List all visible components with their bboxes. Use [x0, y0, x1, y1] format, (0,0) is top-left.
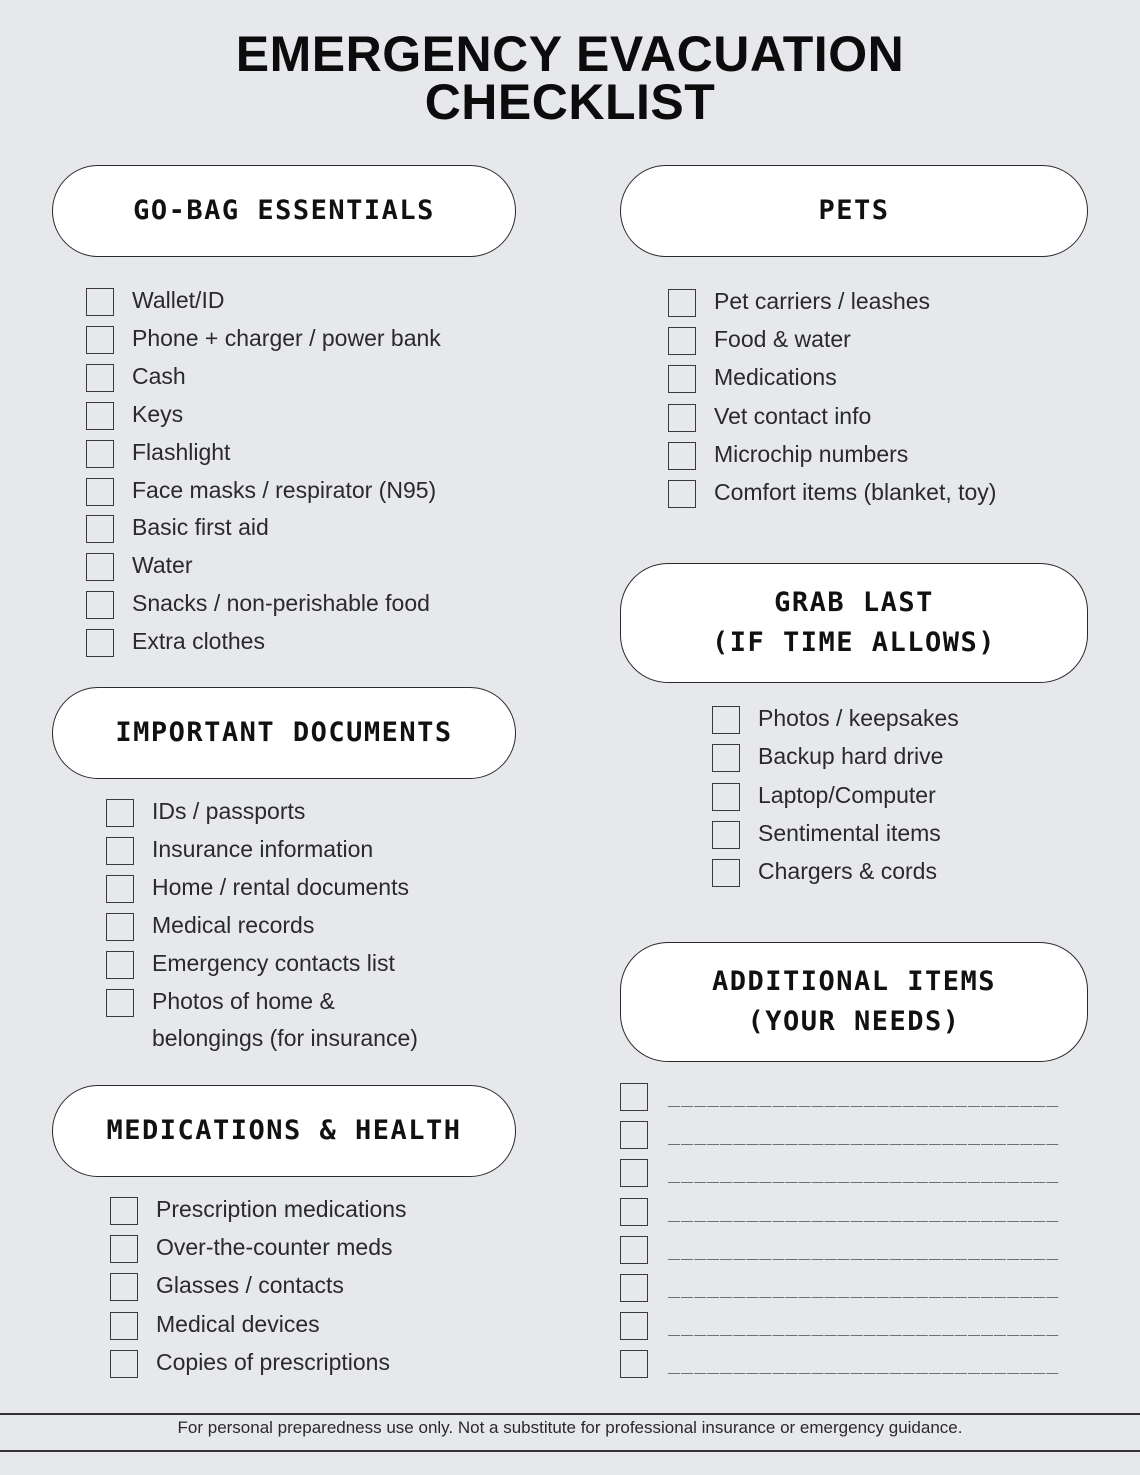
- checklist-item-label: Keys: [132, 400, 184, 427]
- blank-checklist-item: [620, 1312, 1088, 1346]
- checkbox[interactable]: [110, 1235, 138, 1263]
- checklist-item: [86, 438, 516, 472]
- checkbox[interactable]: [712, 821, 740, 849]
- write-in-line[interactable]: ______________________________: [668, 1083, 1060, 1107]
- write-in-line[interactable]: ______________________________: [668, 1121, 1060, 1146]
- checklist-item: [86, 513, 516, 547]
- title-line-2: CHECKLIST: [424, 74, 716, 130]
- checkbox[interactable]: [712, 706, 740, 734]
- checkbox[interactable]: [106, 837, 134, 865]
- checklist-item: [86, 324, 516, 358]
- checklist-item: [668, 325, 1088, 359]
- checklist-item: [110, 1310, 516, 1344]
- checklist-item: [110, 1271, 516, 1305]
- checklist-item: [106, 835, 516, 869]
- checklist-item: [712, 819, 1088, 853]
- blank-checklist-item: [620, 1350, 1088, 1384]
- write-in-line[interactable]: ______________________________: [668, 1274, 1060, 1298]
- checkbox[interactable]: [620, 1350, 648, 1378]
- checklist-item-label: Emergency contacts list: [152, 950, 395, 976]
- checkbox[interactable]: [106, 799, 134, 827]
- blank-checklist-item: [620, 1198, 1088, 1232]
- write-in-line[interactable]: ______________________________: [668, 1159, 1060, 1184]
- checkbox[interactable]: [668, 327, 696, 355]
- section-title-line-1: GRAB LAST: [774, 587, 934, 618]
- section-title: GO-BAG ESSENTIALS: [133, 195, 435, 226]
- checklist-item-label: Insurance information: [152, 836, 374, 862]
- checklist-item-label: Water: [132, 552, 193, 579]
- checklist-item: [106, 873, 516, 907]
- checklist-item-label: Over-the-counter meds: [156, 1234, 393, 1261]
- section-header-grab-last: [620, 563, 1088, 683]
- footer-disclaimer: For personal preparedness use only. Not a substitute for professional insurance or emergency guidance.: [177, 1418, 963, 1437]
- checklist-item-label: Sentimental items: [758, 819, 941, 846]
- checkbox[interactable]: [620, 1083, 648, 1111]
- checklist-item-label: Snacks / non-perishable food: [132, 590, 430, 617]
- checklist-item-label: Copies of prescriptions: [156, 1348, 390, 1375]
- checkbox[interactable]: [620, 1236, 648, 1264]
- checkbox[interactable]: [110, 1312, 138, 1340]
- checklist-item-label: Home / rental documents: [152, 874, 409, 900]
- checklist-item: [106, 949, 516, 983]
- blank-checklist-item: [620, 1236, 1088, 1270]
- checkbox[interactable]: [620, 1159, 648, 1187]
- checkbox[interactable]: [86, 478, 114, 506]
- section-header-go-bag: [52, 165, 516, 257]
- checklist-item: [110, 1195, 516, 1229]
- checklist-item-label: Photos of home &: [152, 988, 335, 1014]
- checklist-item: [86, 286, 516, 320]
- checklist-item: [668, 440, 1088, 474]
- checklist-item: [110, 1233, 516, 1267]
- medications-list: [110, 1195, 516, 1391]
- section-title-line-2: (IF TIME ALLOWS): [711, 627, 997, 658]
- write-in-line[interactable]: ______________________________: [668, 1235, 1060, 1260]
- section-title: MEDICATIONS & HEALTH: [106, 1115, 462, 1146]
- checkbox[interactable]: [620, 1198, 648, 1226]
- checkbox[interactable]: [106, 951, 134, 979]
- section-title-line-1: ADDITIONAL ITEMS: [711, 966, 997, 997]
- checkbox[interactable]: [712, 859, 740, 887]
- checklist-item-label: Laptop/Computer: [758, 781, 936, 808]
- section-header-documents: [52, 687, 516, 779]
- checkbox[interactable]: [110, 1350, 138, 1378]
- checklist-item-label: Photos / keepsakes: [758, 705, 959, 731]
- footer-bottom-rule: [0, 1450, 1140, 1452]
- checklist-item: [712, 742, 1088, 776]
- checklist-item: [712, 857, 1088, 891]
- section-title-line-2: (YOUR NEEDS): [747, 1006, 961, 1037]
- checklist-item-label: Medical devices: [156, 1310, 320, 1337]
- section-header-additional: [620, 942, 1088, 1062]
- checklist-item: [668, 478, 1088, 512]
- write-in-line[interactable]: ______________________________: [668, 1312, 1060, 1337]
- checkbox[interactable]: [668, 442, 696, 470]
- checklist-item-label: Flashlight: [132, 438, 231, 465]
- checklist-item-label: Backup hard drive: [758, 743, 944, 770]
- checkbox[interactable]: [86, 364, 114, 392]
- footer-top-rule: [0, 1413, 1140, 1415]
- checkbox[interactable]: [86, 553, 114, 581]
- checklist-item-label: Food & water: [714, 326, 851, 353]
- checklist-item: [106, 987, 516, 1021]
- checklist-item-label: Microchip numbers: [714, 440, 909, 467]
- checkbox[interactable]: [668, 404, 696, 432]
- checklist-item: [712, 704, 1088, 738]
- checkbox[interactable]: [110, 1197, 138, 1225]
- checkbox[interactable]: [106, 989, 134, 1017]
- blank-checklist-item: [620, 1274, 1088, 1308]
- checkbox[interactable]: [620, 1312, 648, 1340]
- checklist-item-label: Phone + charger / power bank: [132, 324, 441, 351]
- checklist-item-label: Wallet/ID: [132, 287, 225, 313]
- checklist-item: [86, 589, 516, 623]
- write-in-line[interactable]: ______________________________: [668, 1197, 1060, 1222]
- checklist-item-label: Basic first aid: [132, 514, 269, 541]
- checklist-item-label: Medications: [714, 364, 837, 391]
- checklist-item: [86, 476, 516, 510]
- checkbox[interactable]: [106, 875, 134, 903]
- checkbox[interactable]: [620, 1121, 648, 1149]
- blank-checklist-item: [620, 1159, 1088, 1193]
- checklist-item-label: Comfort items (blanket, toy): [714, 479, 997, 505]
- page-title: [0, 26, 1140, 130]
- go-bag-list: [86, 286, 516, 666]
- write-in-line[interactable]: ______________________________: [668, 1350, 1060, 1375]
- checklist-item-label: Medical records: [152, 912, 315, 938]
- checkbox[interactable]: [86, 288, 114, 316]
- checklist-item-label: Prescription medications: [156, 1196, 407, 1222]
- documents-list: [106, 797, 516, 1059]
- checkbox[interactable]: [86, 402, 114, 430]
- checkbox[interactable]: [106, 913, 134, 941]
- checkbox[interactable]: [620, 1274, 648, 1302]
- checkbox[interactable]: [668, 365, 696, 393]
- section-title: IMPORTANT DOCUMENTS: [115, 717, 453, 748]
- checkbox[interactable]: [86, 629, 114, 657]
- section-header-medications: [52, 1085, 516, 1177]
- checklist-item-label: Glasses / contacts: [156, 1272, 344, 1299]
- checklist-item: [668, 363, 1088, 397]
- checklist-item: [86, 400, 516, 434]
- additional-list: [620, 1083, 1088, 1391]
- checklist-item: [668, 287, 1088, 321]
- checklist-item-label: Vet contact info: [714, 402, 872, 429]
- checklist-item: [86, 627, 516, 661]
- blank-checklist-item: [620, 1083, 1088, 1117]
- checkbox[interactable]: [86, 326, 114, 354]
- checkbox[interactable]: [712, 744, 740, 772]
- checkbox[interactable]: [86, 591, 114, 619]
- checklist-item-label: Chargers & cords: [758, 858, 937, 885]
- checklist-item: [106, 911, 516, 945]
- checklist-item-label: Extra clothes: [132, 628, 265, 655]
- checklist-item: [712, 781, 1088, 815]
- checkbox[interactable]: [110, 1273, 138, 1301]
- checkbox[interactable]: [668, 480, 696, 508]
- checkbox[interactable]: [86, 515, 114, 543]
- documents-item-continuation: belongings (for insurance): [152, 1025, 418, 1051]
- blank-checklist-item: [620, 1121, 1088, 1155]
- checklist-item-label: Cash: [132, 362, 186, 389]
- title-line-1: EMERGENCY EVACUATION: [235, 26, 905, 82]
- section-header-pets: [620, 165, 1088, 257]
- checklist-item: [110, 1348, 516, 1382]
- checklist-item-label: Face masks / respirator (N95): [132, 476, 437, 503]
- checklist-item-label: Pet carriers / leashes: [714, 288, 931, 314]
- checkbox[interactable]: [668, 289, 696, 317]
- checklist-item-label: IDs / passports: [152, 798, 306, 824]
- section-title: PETS: [818, 195, 890, 226]
- checkbox[interactable]: [712, 783, 740, 811]
- checklist-item: [86, 362, 516, 396]
- checklist-item: [668, 402, 1088, 436]
- checklist-item: [86, 551, 516, 585]
- pets-list: [668, 287, 1088, 521]
- checklist-item: [106, 797, 516, 831]
- checkbox[interactable]: [86, 440, 114, 468]
- grab-last-list: [712, 704, 1088, 900]
